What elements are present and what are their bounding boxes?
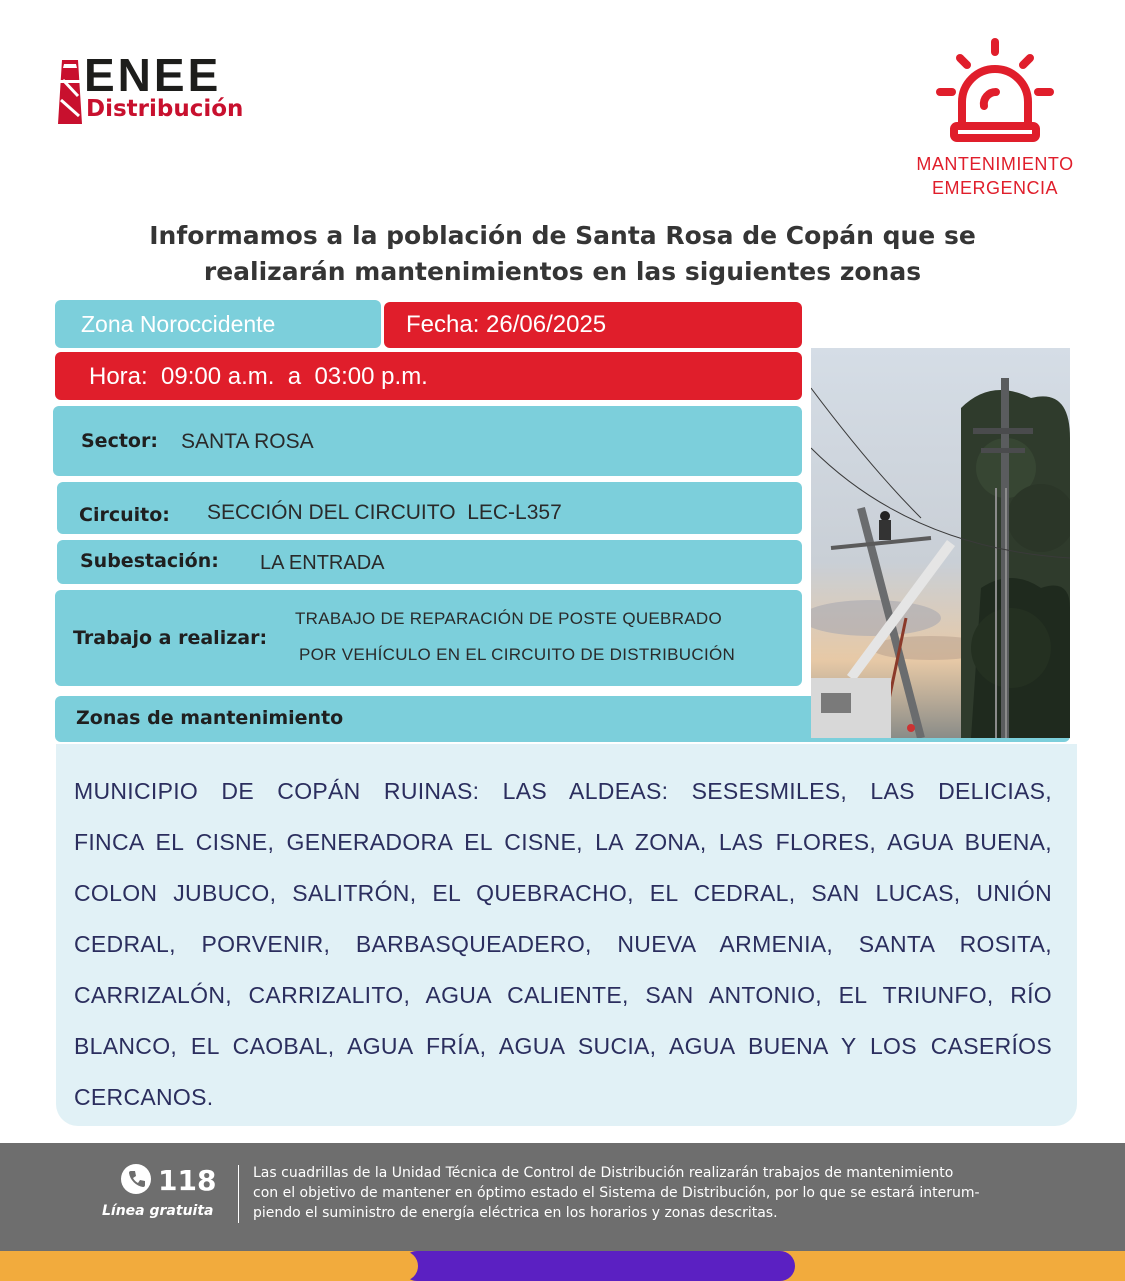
substation-box — [57, 540, 802, 584]
hotline — [120, 1163, 230, 1203]
sector-label: Sector: — [81, 430, 158, 452]
utility-pole-image — [811, 348, 1070, 738]
bottom-bar-yellow — [0, 1251, 418, 1281]
date-box — [384, 302, 802, 348]
maintenance-alert — [900, 36, 1090, 206]
maintenance-zones-label: Zonas de mantenimiento — [76, 707, 344, 729]
zones-line: FINCA EL CISNE, GENERADORA EL CISNE, LA ZONA, LAS FLORES, AGUA BUENA, — [74, 829, 1052, 855]
brand-division: Distribución — [86, 96, 244, 122]
substation-label: Subestación: — [80, 550, 219, 572]
circuit-value: SECCIÓN DEL CIRCUITO LEC-L357 — [207, 501, 562, 524]
headline-line-2: realizarán mantenimientos en las siguientes zonas — [203, 257, 922, 286]
repair-photo — [811, 348, 1070, 738]
phone-number: 118 — [158, 1164, 217, 1197]
footer — [0, 1143, 1125, 1251]
circuit-label: Circuito: — [79, 504, 170, 526]
time-box — [55, 352, 802, 400]
headline — [30, 218, 1095, 290]
work-line-2: POR VEHÍCULO EN EL CIRCUITO DE DISTRIBUCIÓN — [299, 645, 736, 664]
phone-label: Línea gratuita — [102, 1203, 214, 1219]
footer-text-line: piendo el suministro de energía eléctrica en los horarios y zonas descritas. — [253, 1205, 778, 1221]
zones-line: BLANCO, EL CAOBAL, AGUA FRÍA, AGUA SUCIA, AGUA BUENA Y LOS CASERÍOS — [74, 1033, 1052, 1059]
zones-line: MUNICIPIO DE COPÁN RUINAS: LAS ALDEAS: SESESMILES, LAS DELICIAS, — [74, 778, 1052, 804]
footer-text-line: con el objetivo de mantener en óptimo estado el Sistema de Distribución, por lo que se estará interum- — [253, 1185, 980, 1201]
brand-name: ENEE — [84, 49, 222, 101]
circuit-box — [57, 482, 802, 534]
zones-list — [56, 744, 1077, 1126]
enee-logo — [58, 49, 288, 130]
footer-text-line: Las cuadrillas de la Unidad Técnica de Control de Distribución realizarán trabajos de mantenimiento — [253, 1165, 954, 1181]
footer-divider — [238, 1165, 239, 1223]
phone-icon — [120, 1163, 152, 1195]
sector-box — [53, 406, 802, 476]
time-text: Hora: 09:00 a.m. a 03:00 p.m. — [89, 363, 428, 390]
date-text: Fecha: 26/06/2025 — [406, 311, 607, 338]
work-line-1: TRABAJO DE REPARACIÓN DE POSTE QUEBRADO — [295, 609, 723, 628]
zones-line: CEDRAL, PORVENIR, BARBASQUEADERO, NUEVA ARMENIA, SANTA ROSITA, — [74, 931, 1052, 957]
work-label: Trabajo a realizar: — [73, 627, 268, 649]
alert-line-2: EMERGENCIA — [931, 178, 1059, 198]
zone-box — [55, 300, 381, 348]
bottom-bar-purple — [402, 1251, 795, 1281]
substation-value: LA ENTRADA — [260, 552, 385, 574]
headline-line-1: Informamos a la población de Santa Rosa de Copán que se — [149, 221, 976, 250]
work-box — [55, 590, 802, 686]
alarm-light-icon — [932, 36, 1058, 144]
footer-text — [253, 1163, 1053, 1223]
zones-line: COLON JUBUCO, SALITRÓN, EL QUEBRACHO, EL CEDRAL, SAN LUCAS, UNIÓN — [74, 880, 1052, 906]
enee-tower-icon — [58, 60, 82, 124]
alert-line-1: MANTENIMIENTO — [916, 154, 1074, 174]
zone-text: Zona Noroccidente — [81, 311, 276, 337]
zones-line: CERCANOS. — [74, 1084, 214, 1110]
sector-value: SANTA ROSA — [181, 430, 314, 453]
zones-line: CARRIZALÓN, CARRIZALITO, AGUA CALIENTE, SAN ANTONIO, EL TRIUNFO, RÍO — [74, 982, 1052, 1008]
